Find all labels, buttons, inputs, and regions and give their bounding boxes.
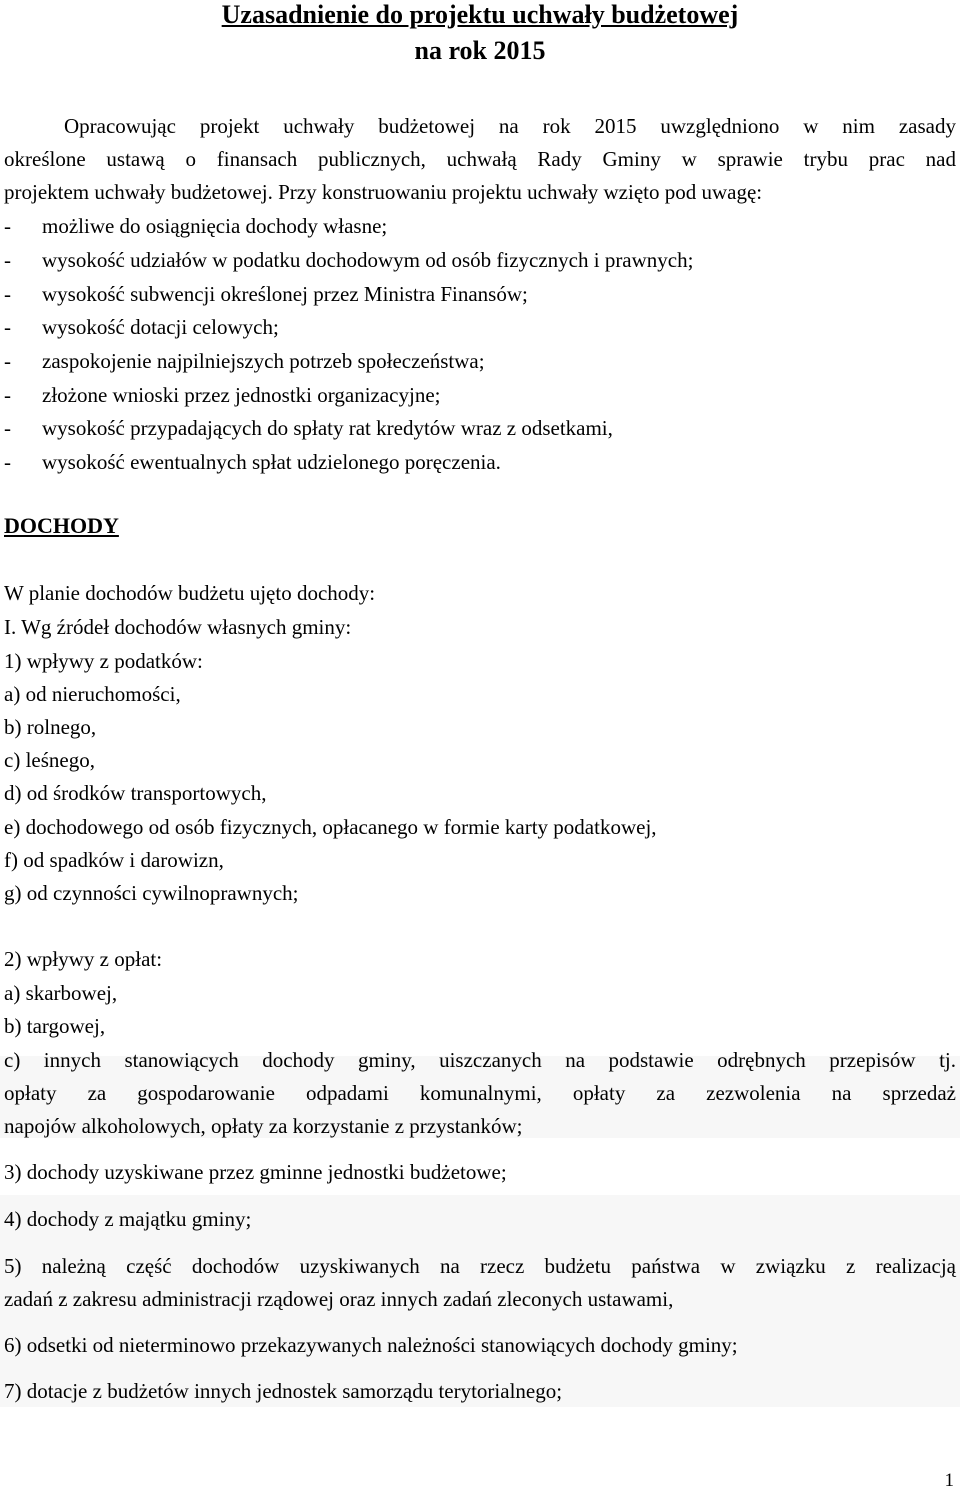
fee-item-c-line-2: opłaty za gospodarowanie odpadami komunalnymi, opłaty za zezwolenia na sprzedaż — [4, 1081, 956, 1105]
consideration-item: - wysokość przypadających do spłaty rat kredytów wraz z odsetkami, — [4, 416, 613, 440]
income-point-5-line-1: 5) należną część dochodów uzyskiwanych na rzecz budżetu państwa w związku z realizacją — [4, 1254, 956, 1278]
own-sources-heading: I. Wg źródeł dochodów własnych gminy: — [4, 615, 352, 639]
taxes-heading: 1) wpływy z podatków: — [4, 649, 203, 673]
consideration-item: - wysokość dotacji celowych; — [4, 315, 279, 339]
section-heading-dochody: DOCHODY — [4, 513, 119, 538]
consideration-item: - wysokość ewentualnych spłat udzielonego poręczenia. — [4, 450, 501, 474]
intro-line-2: określone ustawą o finansach publicznych, uchwałą Rady Gminy w sprawie trybu prac nad — [4, 147, 956, 171]
tax-item: c) leśnego, — [4, 748, 95, 772]
consideration-item: - wysokość udziałów w podatku dochodowym od osób fizycznych i prawnych; — [4, 248, 694, 272]
document-subtitle: na rok 2015 — [414, 36, 546, 65]
intro-line-3: projektem uchwały budżetowej. Przy konstruowaniu projektu uchwały wzięto pod uwagę: — [4, 180, 763, 204]
income-point-3: 3) dochody uzyskiwane przez gminne jednostki budżetowe; — [4, 1160, 507, 1184]
tax-item: d) od środków transportowych, — [4, 781, 267, 805]
consideration-item: - zaspokojenie najpilniejszych potrzeb społeczeństwa; — [4, 349, 485, 373]
page-number: 1 — [944, 1470, 954, 1491]
intro-line-1: Opracowując projekt uchwały budżetowej na rok 2015 uwzględniono w nim zasady — [64, 114, 956, 138]
fee-item-c-line-1: c) innych stanowiących dochody gminy, uiszczanych na podstawie odrębnych przepisów tj. — [4, 1048, 956, 1072]
fee-item: a) skarbowej, — [4, 981, 118, 1005]
consideration-item: - wysokość subwencji określonej przez Ministra Finansów; — [4, 282, 528, 306]
tax-item: b) rolnego, — [4, 715, 97, 739]
income-point-6: 6) odsetki od nieterminowo przekazywanych należności stanowiących dochody gminy; — [4, 1333, 738, 1357]
income-point-7: 7) dotacje z budżetów innych jednostek samorządu terytorialnego; — [4, 1379, 563, 1403]
tax-item: e) dochodowego od osób fizycznych, opłacanego w formie karty podatkowej, — [4, 815, 657, 839]
fees-heading: 2) wpływy z opłat: — [4, 947, 163, 971]
income-point-4: 4) dochody z majątku gminy; — [4, 1207, 252, 1231]
tax-item: g) od czynności cywilnoprawnych; — [4, 881, 299, 905]
income-intro: W planie dochodów budżetu ujęto dochody: — [4, 581, 376, 605]
fee-item-c-line-3: napojów alkoholowych, opłaty za korzystanie z przystanków; — [4, 1114, 523, 1138]
tax-item: a) od nieruchomości, — [4, 682, 181, 706]
consideration-item: - złożone wnioski przez jednostki organizacyjne; — [4, 383, 441, 407]
document-title: Uzasadnienie do projektu uchwały budżetowej — [221, 0, 739, 29]
fee-item: b) targowej, — [4, 1014, 106, 1038]
tax-item: f) od spadków i darowizn, — [4, 848, 224, 872]
income-point-5-line-2: zadań z zakresu administracji rządowej oraz innych zadań zleconych ustawami, — [4, 1287, 674, 1311]
consideration-item: - możliwe do osiągnięcia dochody własne; — [4, 214, 388, 238]
